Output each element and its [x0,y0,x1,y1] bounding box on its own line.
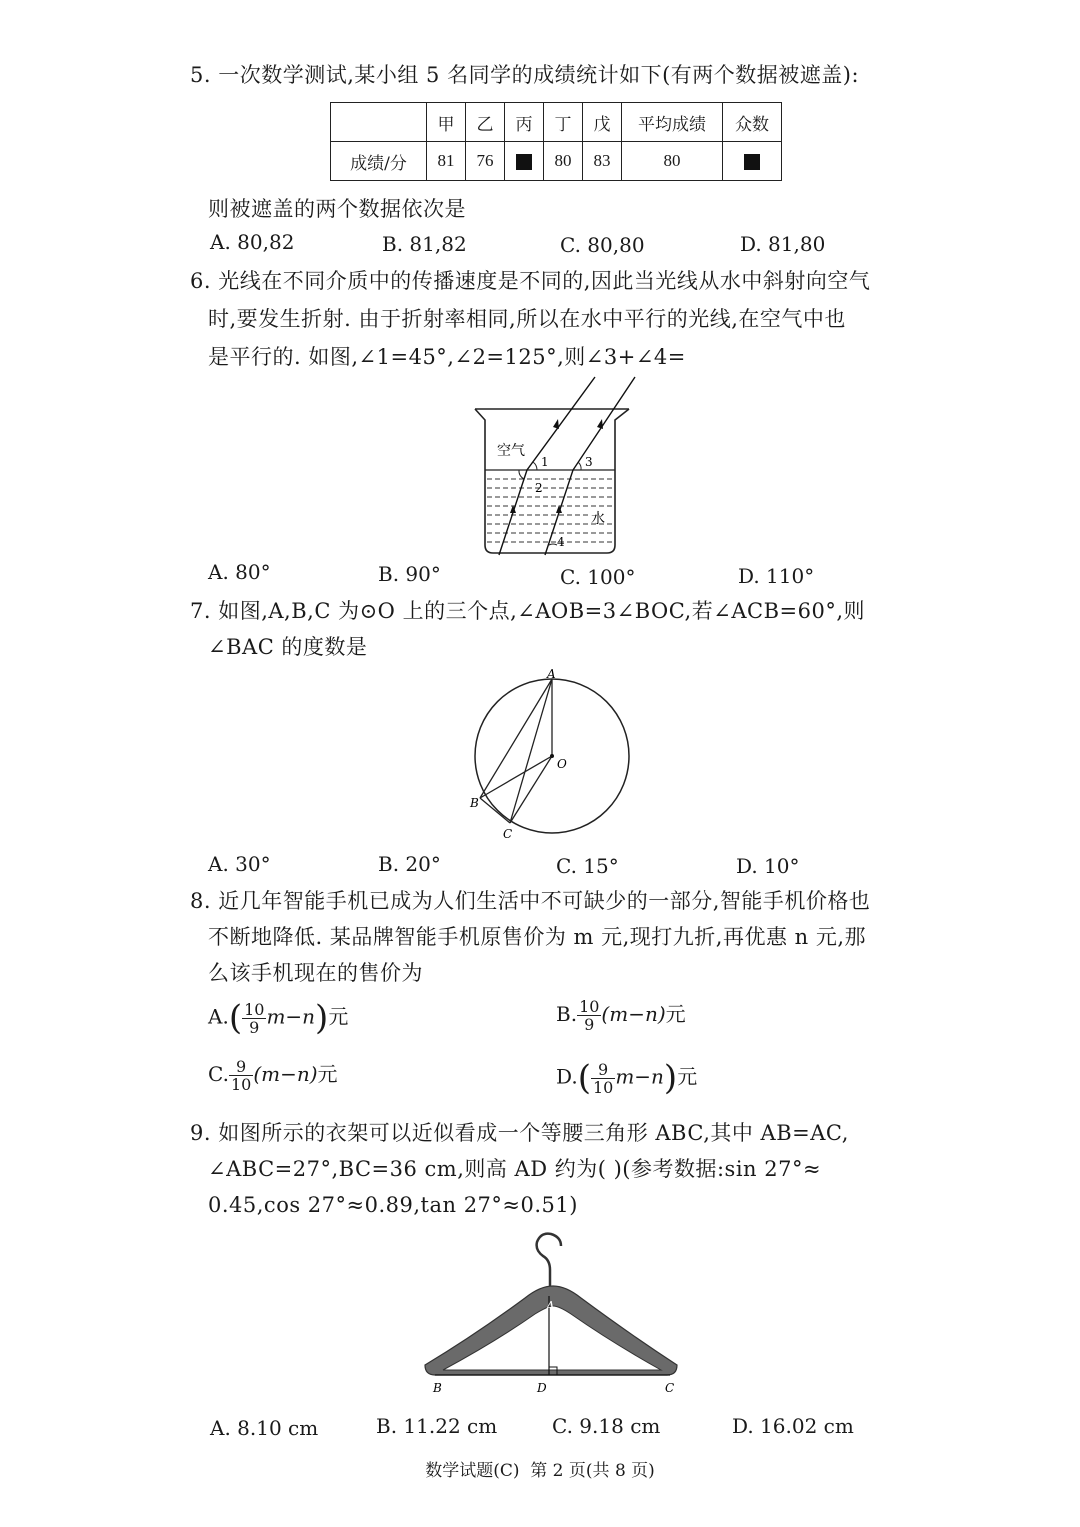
q9-option-a: A. 8.10 cm [210,1416,319,1440]
angle-arc-4 [549,544,557,545]
table-row-label: 成绩/分 [331,142,427,181]
segment-ac [510,679,552,823]
q9-line-3: 0.45,cos 27°≈0.89,tan 27°≈0.51) [208,1193,578,1217]
denominator: 10 [230,1075,252,1094]
q7-option-a: A. 30° [208,852,271,876]
fraction [577,998,601,1033]
q6-option-d: D. 110° [738,564,815,588]
q5-prompt: 则被遮盖的两个数据依次是 [208,197,466,221]
q7-option-d: D. 10° [736,854,800,878]
fraction [242,1001,266,1036]
numerator: 9 [229,1058,253,1076]
table-cell: 平均成绩 [622,103,723,142]
option-label: C. [208,1062,229,1086]
label-a: A [546,1299,555,1313]
q5-option-a: A. 80,82 [210,230,295,254]
q8-option-a: A.( $\frac{10}{9}$ m−n)元 [208,998,349,1038]
q5-option-b: B. 81,82 [382,232,467,256]
option-unit: 元 [665,1002,686,1026]
fraction [229,1058,253,1093]
denominator: 9 [249,1017,260,1037]
q6-option-b: B. 90° [378,562,441,586]
ray-arrow [553,419,559,429]
score-table [330,102,782,181]
segment-bc [480,798,510,823]
q8-line-2: 不断地降低. 某品牌智能手机原售价为 m 元,现打九折,再优惠 n 元,那 [208,925,867,949]
table-cell: 76 [466,142,505,181]
q8-line-1: 8. 近几年智能手机已成为人们生活中不可缺少的一部分,智能手机价格也 [190,889,871,913]
q9-option-d: D. 16.02 cm [732,1414,854,1438]
q7-option-b: B. 20° [378,852,441,876]
label-angle-3: 3 [585,455,593,469]
q8-option-d: D.( $\frac{9}{10}$ m−n)元 [556,1058,698,1098]
option-unit: 元 [317,1062,338,1086]
q9-line-2: ∠ABC=27°,BC=36 cm,则高 AD 约为( )(参考数据:sin 27°≈ [208,1157,822,1181]
angle-arc-3 [578,462,581,470]
table-cell: 丙 [505,103,544,142]
label-angle-1: 1 [541,455,549,469]
q8-line-3: 么该手机现在的售价为 [208,961,423,985]
table-cell: 丁 [544,103,583,142]
segment-oc [510,756,552,823]
label-o: O [557,757,567,771]
label-b: B [470,796,479,810]
masked-block [744,154,760,170]
q6-line-3: 是平行的. 如图,∠1=45°,∠2=125°,则∠3+∠4= [208,345,686,369]
table-cell: 乙 [466,103,505,142]
hanger-hook [537,1234,561,1288]
q8-option-b [556,998,686,1033]
table-cell: 戊 [583,103,622,142]
table-cell-masked [723,142,782,181]
q9-option-c: C. 9.18 cm [552,1414,661,1438]
q7-line-2: ∠BAC 的度数是 [208,635,368,659]
q6-option-a: A. 80° [208,560,271,584]
ray-arrow [597,419,603,429]
page-footer: 数学试题(C) 第 2 页(共 8 页) [425,1461,655,1481]
table-cell-masked [505,142,544,181]
label-c: C [503,827,513,841]
option-label: D. [556,1064,578,1089]
numerator: 9 [591,1061,615,1079]
hanger-figure [415,1230,690,1400]
table-cell: 甲 [427,103,466,142]
label-d: D [537,1381,547,1395]
segment-ab [480,679,552,798]
label-angle-4: 4 [557,535,565,549]
q6-line-2: 时,要发生折射. 由于折射率相同,所以在水中平行的光线,在空气中也 [208,307,846,331]
q6-line-1: 6. 光线在不同介质中的传播速度是不同的,因此当光线从水中斜射向空气 [190,269,871,293]
option-expr: m−n [615,1064,664,1089]
q7-line-1: 7. 如图,A,B,C 为⊙O 上的三个点,∠AOB=3∠BOC,若∠ACB=60°,则 [190,599,865,623]
beaker-refraction-figure [465,375,645,560]
table-header-row [331,103,782,142]
q5-stem: 5. 一次数学测试,某小组 5 名同学的成绩统计如下(有两个数据被遮盖): [190,63,860,87]
label-angle-2: 2 [535,481,543,495]
option-label: B. [556,1002,578,1026]
denominator: 10 [592,1077,614,1097]
table-cell: 众数 [723,103,782,142]
table-row [331,142,782,181]
option-expr: m−n [266,1004,316,1029]
label-b: B [433,1381,442,1395]
numerator: 10 [244,999,265,1019]
table-cell: 83 [583,142,622,181]
segment-ob [480,756,552,798]
option-expr: (m−n) [253,1062,318,1086]
table-cell [331,103,427,142]
q7-option-c: C. 15° [556,854,619,878]
option-label: A. [208,1004,229,1029]
label-c: C [665,1381,675,1395]
table-cell: 81 [427,142,466,181]
angle-arc-1 [533,462,537,470]
center-dot [550,754,554,758]
table-cell: 80 [622,142,723,181]
q6-option-c: C. 100° [560,565,636,589]
q8-option-c [208,1058,338,1093]
beaker-outline [475,409,629,553]
q9-line-1: 9. 如图所示的衣架可以近似看成一个等腰三角形 ABC,其中 AB=AC, [190,1121,849,1145]
option-unit: 元 [328,1004,349,1029]
q9-option-b: B. 11.22 cm [376,1414,498,1438]
label-water: 水 [591,511,605,527]
option-unit: 元 [677,1064,698,1089]
label-air: 空气 [497,443,525,459]
masked-block [516,154,532,170]
q5-option-d: D. 81,80 [740,232,826,256]
circle-figure [465,668,640,843]
table-cell: 80 [544,142,583,181]
q5-option-c: C. 80,80 [560,233,645,257]
angle-arc-2 [519,470,524,479]
option-expr: (m−n) [601,1002,666,1026]
label-a: A [547,668,556,681]
numerator: 10 [579,997,600,1016]
fraction [591,1061,615,1096]
denominator: 9 [584,1015,595,1034]
